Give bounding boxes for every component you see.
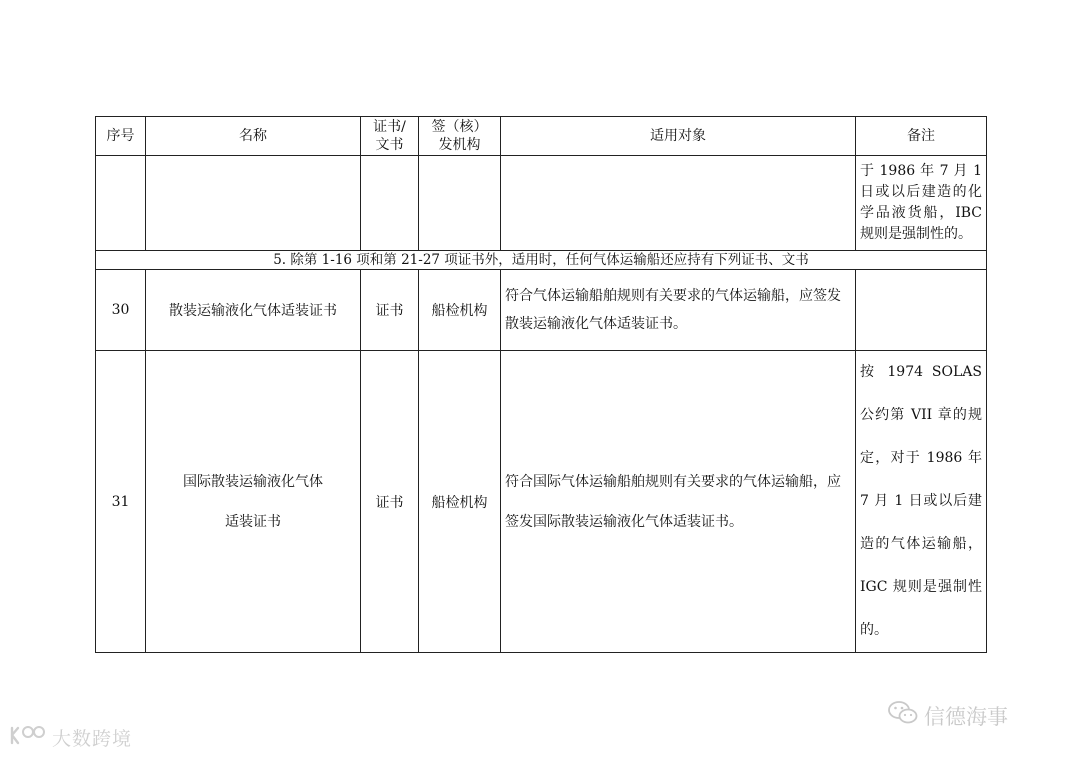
watermark-left-text: 大数跨境 xyxy=(52,728,133,750)
watermark-right xyxy=(888,700,1008,731)
cell-name: 散装运输液化气体适装证书 xyxy=(146,270,361,351)
watermark-right-text: 信德海事 xyxy=(924,704,1008,729)
cell-empty xyxy=(419,156,501,251)
header-type-line2: 文书 xyxy=(375,137,404,153)
cell-empty xyxy=(501,156,856,251)
table-row-30 xyxy=(96,270,987,351)
header-issuer xyxy=(419,117,501,156)
cell-applies: 符合国际气体运输船舶规则有关要求的气体运输船，应签发国际散装运输液化气体适装证书。 xyxy=(501,351,856,653)
cell-name-line1: 国际散装运输液化气体 xyxy=(183,473,323,490)
cell-empty xyxy=(361,156,419,251)
header-issuer-line2: 发机构 xyxy=(438,137,481,153)
cell-applies: 符合气体运输船舶规则有关要求的气体运输船，应签发散装运输液化气体适装证书。 xyxy=(501,270,856,351)
header-type-line1: 证书/ xyxy=(373,119,406,135)
brand-logo-icon xyxy=(8,724,46,751)
header-seq: 序号 xyxy=(96,117,146,156)
header-remarks: 备注 xyxy=(856,117,987,156)
cell-name xyxy=(146,351,361,653)
header-type xyxy=(361,117,419,156)
cell-seq: 31 xyxy=(96,351,146,653)
cell-type: 证书 xyxy=(361,351,419,653)
section-row xyxy=(96,251,987,270)
cell-type: 证书 xyxy=(361,270,419,351)
table-row-31 xyxy=(96,351,987,653)
cell-empty xyxy=(146,156,361,251)
certificate-table xyxy=(95,116,987,653)
cell-remarks xyxy=(856,270,987,351)
cell-seq: 30 xyxy=(96,270,146,351)
cell-name-line2: 适装证书 xyxy=(225,513,281,530)
watermark-left xyxy=(8,724,132,751)
section-title: 5. 除第 1-16 项和第 21-27 项证书外，适用时，任何气体运输船还应持有下列证书、文书 xyxy=(96,251,987,270)
table-row-continued xyxy=(96,156,987,251)
wechat-icon xyxy=(888,700,918,731)
header-applies: 适用对象 xyxy=(501,117,856,156)
cell-empty xyxy=(96,156,146,251)
table-header-row xyxy=(96,117,987,156)
cell-issuer: 船检机构 xyxy=(419,270,501,351)
header-issuer-line1: 签（核） xyxy=(431,119,488,135)
header-name: 名称 xyxy=(146,117,361,156)
cell-remarks: 按 1974 SOLAS 公约第 VII 章的规定，对于 1986 年 7 月 1 日或以后建造的气体运输船，IGC 规则是强制性的。 xyxy=(856,351,987,653)
cell-remarks-continued: 于 1986 年 7 月 1 日或以后建造的化学品液货船，IBC 规则是强制性的。 xyxy=(856,156,987,251)
cell-issuer: 船检机构 xyxy=(419,351,501,653)
